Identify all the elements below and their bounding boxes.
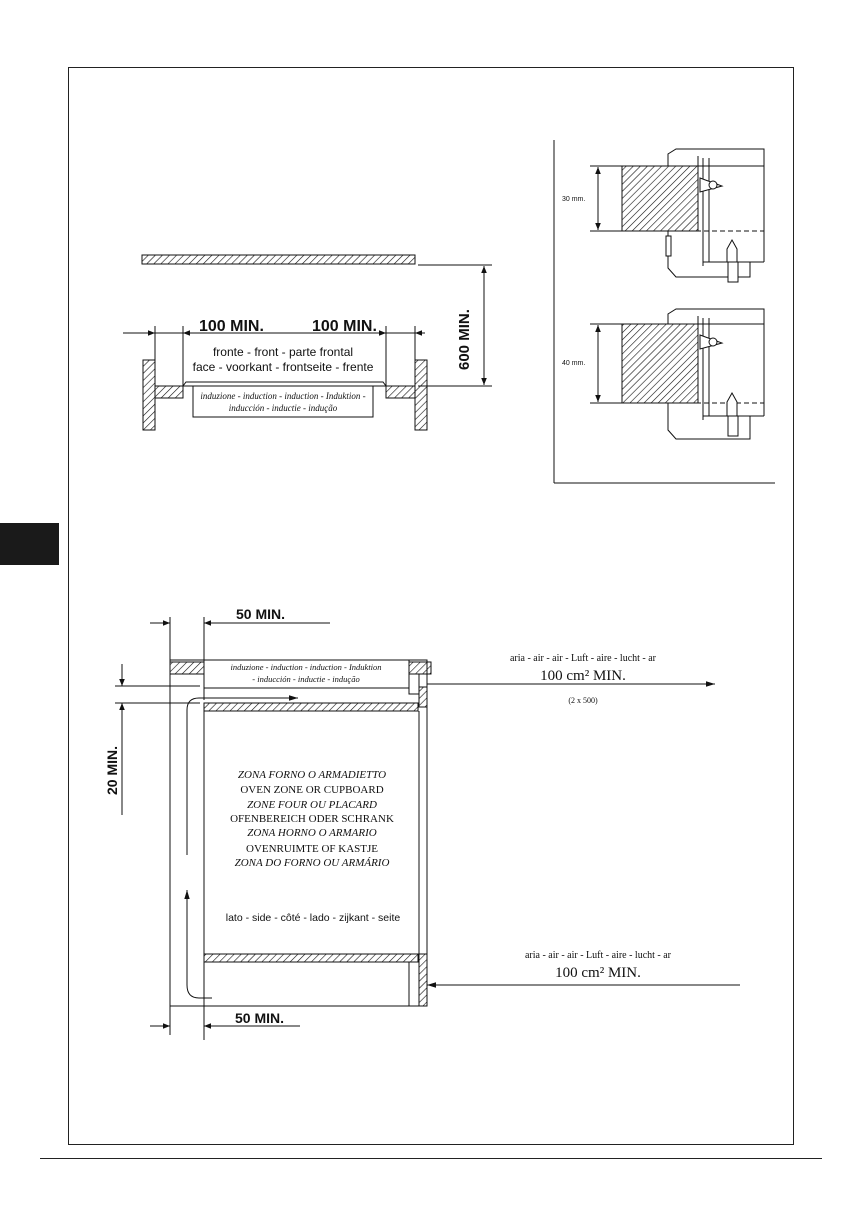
hob-lip (183, 382, 386, 386)
air-out-note: (2 x 500) (568, 696, 598, 705)
depth-min-label: 600 MIN. (456, 309, 473, 370)
right-wall (415, 360, 427, 430)
air-in-value: 100 cm² MIN. (555, 965, 641, 981)
detail-40mm (562, 309, 764, 439)
zone-line-2: OVEN ZONE OR CUPBOARD (240, 784, 384, 796)
hob-section-label-1: induzione - induction - induction - Induktion (230, 662, 382, 672)
min-left-label: 100 MIN. (199, 318, 264, 335)
gap-bottom-label: 50 MIN. (235, 1010, 285, 1026)
zone-line-7: ZONA DO FORNO OU ARMÁRIO (234, 857, 390, 869)
air-out-value: 100 cm² MIN. (540, 668, 626, 684)
shelf-bottom (204, 954, 418, 962)
detail-30mm (562, 149, 764, 282)
thickness-40-label: 40 mm. (562, 360, 586, 367)
zone-line-4: OFENBEREICH ODER SCHRANK (230, 813, 394, 825)
hob-label-1: induzione - induction - induction - Induktion - (200, 391, 366, 401)
mounting-detail (554, 140, 775, 483)
left-counter (155, 386, 183, 398)
zone-line-5: ZONA HORNO O ARMARIO (247, 827, 377, 839)
zone-line-6: OVENRUIMTE OF KASTJE (246, 843, 378, 855)
wall-shelf (142, 255, 415, 264)
side-label: lato - side - côté - lado - zijkant - seite (225, 912, 401, 924)
zone-line-3: ZONE FOUR OU PLACARD (247, 799, 377, 811)
vertical-min-label: 20 MIN. (104, 745, 120, 795)
shelf-top (204, 703, 418, 711)
top-clearance-diagram (123, 255, 492, 430)
air-out-label: aria - air - air - Luft - aire - lucht - ar (509, 653, 657, 664)
ventilation-diagram (104, 606, 740, 1040)
thickness-30-label: 30 mm. (562, 196, 586, 203)
air-in-label: aria - air - air - Luft - aire - lucht - ar (524, 950, 672, 961)
min-right-label: 100 MIN. (312, 318, 377, 335)
hob-label-2: inducción - inductie - indução (228, 403, 338, 413)
left-wall (143, 360, 155, 430)
zone-line-1: ZONA FORNO O ARMADIETTO (237, 769, 387, 781)
right-counter (386, 386, 415, 398)
gap-top-label: 50 MIN. (236, 606, 286, 622)
hob-section-label-2: - inducción - inductie - indução (252, 674, 360, 684)
front-label-2: face - voorkant - frontseite - frente (192, 360, 374, 374)
front-label-1: fronte - front - parte frontal (212, 345, 354, 359)
